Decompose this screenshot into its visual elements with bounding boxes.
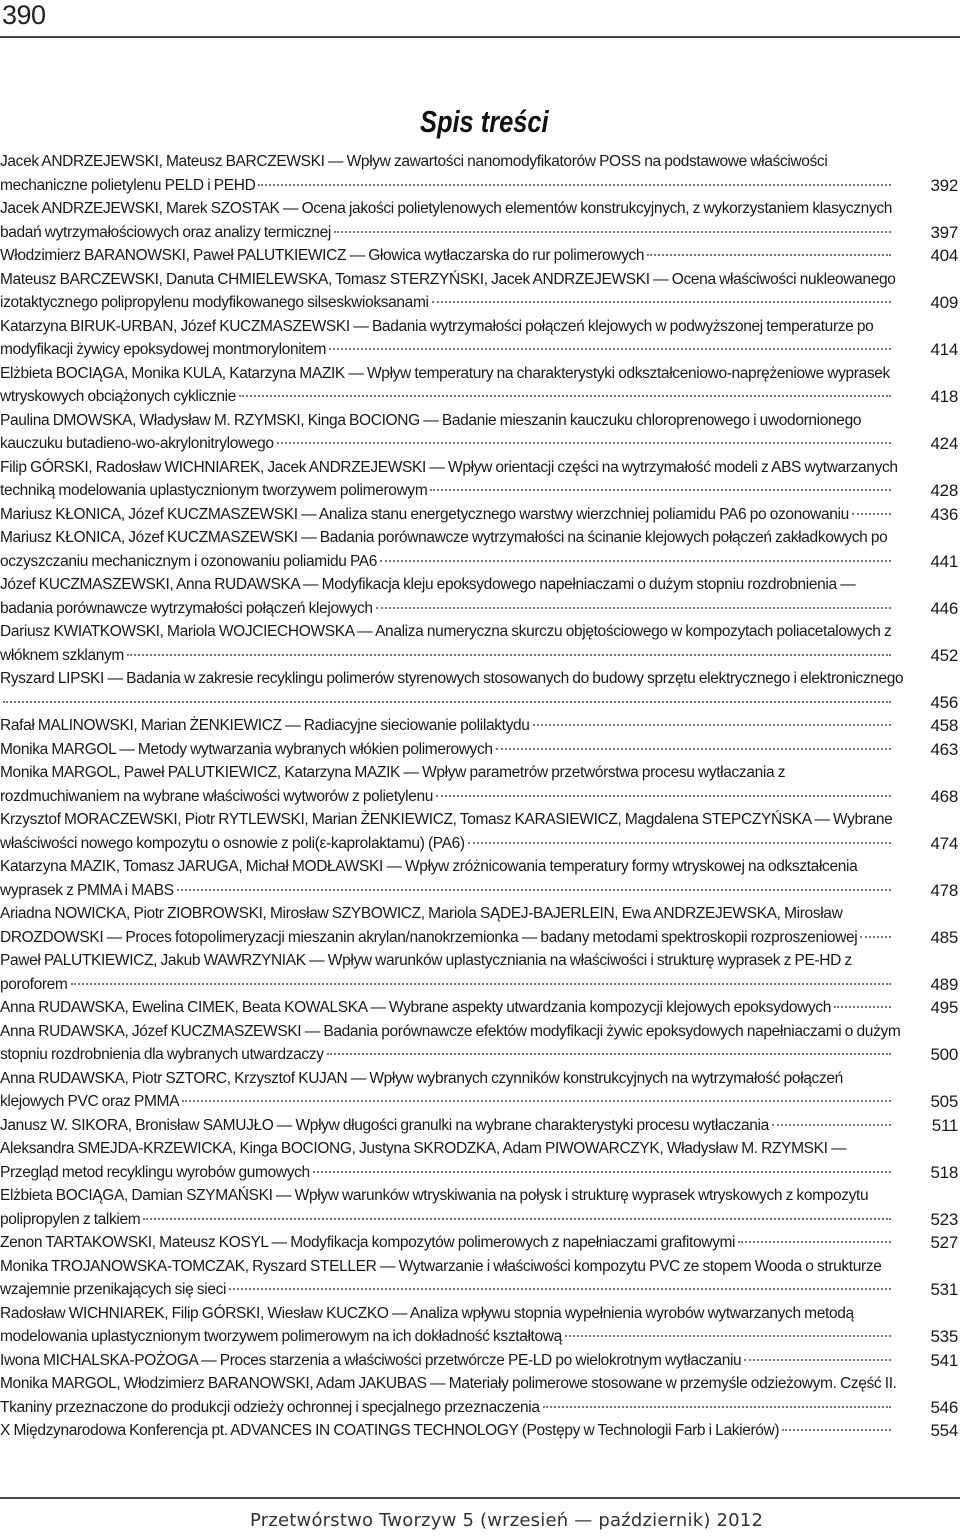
toc-entry-text — [0, 1067, 905, 1114]
toc-entry-page: 446 — [930, 598, 958, 618]
toc-entry[interactable] — [0, 409, 960, 456]
toc-entry-text — [0, 949, 905, 996]
toc-entry-text — [0, 197, 905, 244]
bottom-rule — [0, 1497, 960, 1499]
toc-leader-dots — [127, 653, 891, 656]
toc-entry-text — [0, 667, 905, 714]
toc-entry-separator: — — [297, 529, 320, 546]
toc-entry-page: 392 — [930, 175, 958, 195]
toc-entry-authors: Włodzimierz BARANOWSKI, Paweł PALUTKIEWICZ — [0, 247, 347, 264]
toc-entry-page: 511 — [931, 1115, 958, 1135]
toc-entry-page: 535 — [930, 1327, 958, 1346]
toc-entry-page: 489 — [930, 974, 958, 994]
toc-entry-page: 463 — [930, 739, 958, 759]
toc-entry-page: 458 — [930, 716, 958, 735]
toc-entry-authors: Radosław WICHNIAREK, Filip GÓRSKI, Wiesław KUCZKO — [0, 1304, 389, 1322]
toc-entry-title: Proces starzenia a właściwości przetwórcze PE-LD po wielokrotnym wytłaczaniu — [219, 1351, 742, 1369]
toc-entry-title: Wpływ warunków wtryskiwania na połysk i strukturę wyprasek wtryskowych z kompozytu polipropylen z talkiem — [0, 1187, 869, 1228]
toc-entry-text — [0, 268, 905, 315]
toc-entry[interactable] — [0, 1302, 960, 1349]
toc-entry-authors: Elżbieta BOCIĄGA, Monika KULA, Katarzyna MAZIK — [0, 364, 345, 382]
toc-entry-text — [0, 573, 905, 620]
toc-entry-text — [0, 1114, 905, 1138]
toc-entry-page: 518 — [930, 1162, 958, 1182]
toc-leader-dots — [782, 1428, 891, 1431]
toc-entry-page: 554 — [930, 1421, 958, 1440]
toc-entry-separator: — — [115, 740, 138, 758]
toc-entry-authors: Ariadna NOWICKA, Piotr ZIOBROWSKI, Mirosław SZYBOWICZ, Mariola SĄDEJ-BAJERLEIN, Ewa ANDRZEJEWSKA, Mirosław DROZDOWSKI — [0, 905, 843, 946]
toc-entry-authors: Dariusz KWIATKOWSKI, Mariola WOJCIECHOWSKA — [0, 623, 354, 640]
toc-entry-authors: Zenon TARTAKOWSKI, Mateusz KOSYL — [0, 1234, 269, 1251]
toc-entry[interactable] — [0, 1020, 960, 1067]
toc-entry-page: 495 — [930, 998, 958, 1017]
toc-entry-title: Głowica wytłaczarska do rur polimerowych — [368, 247, 645, 264]
toc-leader-dots — [647, 253, 891, 256]
toc-entry-page: 474 — [930, 833, 958, 853]
toc-entry-authors: Jacek ANDRZEJEWSKI, Marek SZOSTAK — [0, 200, 280, 217]
toc-entry-separator: — — [324, 153, 347, 170]
toc-entry-authors: Aleksandra SMEJDA-KRZEWICKA, Kinga BOCIONG, Justyna SKRODZKA, Adam PIWOWARCZYK, Władysław M. RZYMSKI — [0, 1140, 828, 1157]
toc-entry-title: Badania wytrzymałości połączeń klejowych w podwyższonej temperaturze po modyfikacji żywicy epoksydowej montmorylonitem — [0, 317, 874, 358]
toc-entry-text — [0, 362, 905, 409]
toc-entry-title: Badania porównawcze efektów modyfikacji żywic epoksydowych napełniaczami o dużym stopniu rozdrobnienia dla wybranych utwardzaczy — [0, 1022, 901, 1063]
page-number: 390 — [2, 0, 46, 30]
toc-leader-dots — [860, 935, 891, 938]
toc-entry-title: Wpływ parametrów przetwórstwa procesu wytłaczania z rozdmuchiwaniem na wybrane właściwości wytworów z polietylenu — [0, 764, 786, 805]
toc-entry-page: 523 — [930, 1209, 958, 1229]
toc-entry-separator: — — [281, 717, 304, 734]
toc-leader-dots — [239, 394, 891, 397]
toc-entry[interactable] — [0, 620, 960, 667]
toc-entry-text — [0, 738, 905, 762]
toc-entry-separator: — — [268, 1234, 291, 1251]
toc-leader-dots — [177, 888, 891, 891]
toc-entry-text — [0, 1419, 905, 1443]
toc-leader-dots — [376, 606, 891, 609]
toc-entry[interactable] — [0, 573, 960, 620]
toc-entry-separator: — — [400, 764, 423, 781]
toc-entry-title: Modyfikacja kompozytów polimerowych z napełniaczami grafitowymi — [290, 1234, 736, 1251]
toc-entry-text — [0, 1349, 905, 1373]
toc-entry-separator: — — [103, 928, 126, 946]
toc-entry-separator: — — [273, 1116, 296, 1134]
toc-entry-page: 428 — [930, 481, 958, 500]
toc-entry-text — [0, 902, 905, 949]
toc-leader-dots — [744, 1358, 891, 1361]
toc-entry-text — [0, 855, 905, 902]
toc-entry-page: 505 — [930, 1092, 958, 1111]
toc-entry[interactable] — [0, 1067, 960, 1114]
toc-entry[interactable] — [0, 808, 960, 855]
toc-entry-page: 546 — [930, 1397, 958, 1417]
toc-entry-title: Wpływ temperatury na charakterystyki odkształceniowo-naprężeniowe wyprasek wtryskowych obciążonych cyklicznie — [0, 364, 890, 405]
toc-entry-page: 527 — [930, 1233, 958, 1252]
toc-entry-separator: — — [388, 1304, 410, 1322]
toc-entry-authors: Mateusz BARCZEWSKI, Danuta CHMIELEWSKA, Tomasz STERZYŃSKI, Jacek ANDRZEJEWSKI — [0, 270, 650, 288]
toc-leader-dots — [3, 700, 891, 703]
toc-entry[interactable] — [0, 996, 960, 1020]
toc-entry[interactable] — [0, 503, 960, 527]
toc-entry-page: 468 — [930, 786, 958, 806]
toc-entry-authors: Monika MARGOL — [0, 740, 116, 758]
toc-entry-page: 404 — [930, 246, 958, 265]
toc-entry-text — [0, 1372, 905, 1419]
toc-entry-text — [0, 620, 905, 667]
toc-entry-separator: — — [382, 858, 406, 875]
toc-entry-title: X Międzynarodowa Konferencja pt. ADVANCES IN COATINGS TECHNOLOGY (Postępy w Technologii Farb i Lakierów) — [0, 1422, 780, 1439]
toc-entry-authors: Janusz W. SIKORA, Bronisław SAMUJŁO — [0, 1116, 274, 1134]
toc-entry-authors: Monika MARGOL, Paweł PALUTKIEWICZ, Katarzyna MAZIK — [0, 764, 401, 781]
toc-entry-authors: Jacek ANDRZEJEWSKI, Mateusz BARCZEWSKI — [0, 153, 325, 170]
toc-entry[interactable] — [0, 197, 960, 244]
toc-entry-title: Wybrane właściwości nowego kompozytu o osnowie z poli(ε-kaprolaktamu) (PA6) — [0, 811, 893, 852]
toc-entry-title: Materiały polimerowe stosowane w przemyśle odzieżowym. Część II. Tkaniny przeznaczone do produkcji odzieży ochronnej i specjalnego przeznaczenia — [0, 1375, 897, 1416]
toc-entry[interactable] — [0, 150, 960, 197]
toc-leader-dots — [496, 747, 891, 750]
toc-entry-title: Wpływ zróżnicowania temperatury formy wtryskowej na odkształcenia wyprasek z PMMA i MABS — [0, 858, 858, 899]
toc-entry-text — [0, 1255, 905, 1302]
toc-entry-page: 441 — [930, 551, 958, 571]
toc-entry-authors: Ryszard LIPSKI — [0, 670, 105, 687]
toc-entry-title: Przegląd metod recyklingu wyrobów gumowych — [0, 1163, 310, 1181]
toc-entry-page: 456 — [930, 692, 958, 712]
toc-entry-title: Wpływ warunków uplastyczniania na właściwości i strukturę wyprasek z PE-HD z poroforem — [0, 952, 852, 993]
toc-leader-dots — [852, 512, 891, 515]
toc-entry-authors: Elżbieta BOCIĄGA, Damian SZYMAŃSKI — [0, 1187, 273, 1204]
toc-leader-dots — [533, 723, 891, 726]
toc-entry-page: 531 — [930, 1280, 958, 1299]
toc-entry-separator: — — [279, 200, 302, 217]
toc-entry-separator: — — [349, 317, 372, 335]
toc-entry-title: Proces fotopolimeryzacji mieszanin akrylan/nanokrzemionka — badany metodami spektroskopii rozproszeniowej — [125, 928, 858, 946]
toc-entry-authors: Krzysztof MORACZEWSKI, Piotr RYTLEWSKI, Marian ŻENKIEWICZ, Tomasz KARASIEWICZ, Magdalena STEPCZYŃSKA — [0, 811, 811, 828]
toc-entry[interactable] — [0, 1419, 960, 1443]
toc-entry-title: Badania porównawcze wytrzymałości na ścinanie klejowych połączeń zakładkowych po oczyszczaniu mechanicznym i ozonowaniu poliamidu PA6 — [0, 529, 888, 570]
toc-leader-dots — [468, 841, 891, 844]
toc-entry-page: 418 — [930, 387, 958, 406]
toc-entry[interactable] — [0, 714, 960, 738]
toc-entry[interactable] — [0, 738, 960, 762]
toc-entry-page: 409 — [930, 293, 958, 312]
toc-entry[interactable] — [0, 1231, 960, 1255]
toc-entry[interactable] — [0, 902, 960, 949]
toc-entry-title: Wytwarzanie i właściwości kompozytu PVC ze stopem Wooda o strukturze wzajemnie przenikających się sieci — [0, 1257, 882, 1298]
toc-entry-authors: Mariusz KŁONICA, Józef KUCZMASZEWSKI — [0, 529, 298, 546]
toc-entry[interactable] — [0, 526, 960, 573]
toc-entry-text — [0, 526, 905, 573]
page-title: Spis treści — [420, 104, 549, 139]
toc-entry-text — [0, 1137, 905, 1184]
toc-entry-separator: — — [301, 1022, 324, 1040]
toc-entry-page: 452 — [930, 645, 958, 665]
toc-entry-page: 414 — [930, 340, 958, 359]
toc-entry-separator: — — [810, 811, 833, 828]
toc-entry[interactable] — [0, 1349, 960, 1373]
toc-leader-dots — [182, 1099, 891, 1102]
toc-entry[interactable] — [0, 855, 960, 902]
toc-entry-text — [0, 503, 905, 527]
toc-entry-title: Radiacyjne sieciowanie polilaktydu — [303, 717, 530, 734]
toc-entry[interactable] — [0, 315, 960, 362]
toc-entry-text — [0, 150, 905, 197]
toc-entry-authors: Anna RUDAWSKA, Ewelina CIMEK, Beata KOWALSKA — [0, 999, 367, 1016]
toc-leader-dots — [313, 1170, 891, 1173]
toc-leader-dots — [834, 1005, 891, 1008]
toc-entry[interactable] — [0, 1137, 960, 1184]
toc-leader-dots — [430, 488, 891, 491]
toc-leader-dots — [738, 1240, 891, 1243]
toc-entry-authors: Anna RUDAWSKA, Józef KUCZMASZEWSKI — [0, 1022, 302, 1040]
toc-entry-separator: — — [419, 411, 442, 429]
toc-entry-title: Wpływ zawartości nanomodyfikatorów POSS na podstawowe właściwości mechaniczne polietylenu PELD i PEHD — [0, 153, 828, 194]
toc-entry-authors: Mariusz KŁONICA, Józef KUCZMASZEWSKI — [0, 505, 298, 523]
toc-entry-text — [0, 456, 905, 503]
toc-entry-separator: — — [272, 1187, 295, 1204]
toc-leader-dots — [436, 794, 891, 797]
toc-entry[interactable] — [0, 362, 960, 409]
toc-leader-dots — [258, 183, 891, 186]
toc-leader-dots — [229, 1287, 891, 1290]
toc-entry-separator: — — [353, 623, 376, 640]
toc-entry-page: 485 — [930, 927, 958, 947]
toc-entry-page: 541 — [930, 1350, 958, 1370]
toc-entry-separator: — — [347, 1069, 370, 1087]
toc-entry[interactable] — [0, 667, 960, 714]
toc-entry-authors: Iwona MICHALSKA-POŻOGA — [0, 1351, 198, 1369]
toc-entry-text — [0, 714, 905, 738]
toc-entry-separator: — — [297, 505, 319, 523]
toc-entry-separator: — — [376, 1257, 399, 1275]
toc-entry-title: Ocena właściwości nukleowanego izotaktycznego polipropylenu modyfikowanego silseskwioksanami — [0, 270, 896, 311]
toc-entry-title: Wpływ długości granulki na wybrane charakterystyki procesu wytłaczania — [295, 1116, 769, 1134]
toc-entry-page: 424 — [930, 434, 958, 453]
toc-leader-dots — [329, 347, 891, 350]
toc-entry-authors: Józef KUCZMASZEWSKI, Anna RUDAWSKA — [0, 576, 300, 593]
top-rule — [0, 36, 960, 38]
toc-entry-authors: Katarzyna BIRUK-URBAN, Józef KUCZMASZEWSKI — [0, 317, 350, 335]
toc-entry-separator: — — [366, 999, 389, 1016]
toc-entry[interactable] — [0, 761, 960, 808]
toc-leader-dots — [71, 982, 892, 985]
toc-leader-dots — [334, 230, 891, 233]
toc-entry-title: Modyfikacja kleju epoksydowego napełniaczami o dużym stopniu rozdrobnienia — badania porównawcze wytrzymałości połączeń klejowych — [0, 576, 856, 617]
toc-leader-dots — [277, 441, 891, 444]
toc-entry[interactable] — [0, 1255, 960, 1302]
toc-leader-dots — [327, 1052, 891, 1055]
toc-entry[interactable] — [0, 268, 960, 315]
toc-entry-text — [0, 1184, 905, 1231]
toc-entry-text — [0, 761, 905, 808]
toc-entry-authors: Filip GÓRSKI, Radosław WICHNIAREK, Jacek ANDRZEJEWSKI — [0, 458, 426, 476]
toc-leader-dots — [772, 1123, 891, 1126]
toc-entry-title: Badanie mieszanin kauczuku chloroprenowego i uwodornionego kauczuku butadieno-wo-akrylonitrylowego — [0, 411, 862, 452]
toc-entry-title: Ocena jakości polietylenowych elementów konstrukcyjnych, z wykorzystaniem klasycznych badań wytrzymałościowych oraz analizy termicznej — [0, 200, 893, 241]
toc-entry-text — [0, 808, 905, 855]
footer: Przetwórstwo Tworzyw 5 (wrzesień — październik) 2012 — [250, 1510, 764, 1531]
toc-entry-separator: — — [299, 576, 322, 593]
toc-entry-title: Analiza numeryczna skurczu objętościowego w kompozytach poliacetalowych z włóknem szklanym — [0, 623, 892, 664]
toc-entry[interactable] — [0, 949, 960, 996]
toc-entry[interactable] — [0, 244, 960, 268]
toc-entry-text — [0, 1231, 905, 1255]
toc-entry[interactable] — [0, 456, 960, 503]
toc-entry-text — [0, 315, 905, 362]
toc-entry-separator: — — [104, 670, 127, 687]
toc-leader-dots — [143, 1217, 891, 1220]
toc-entry-authors: Anna RUDAWSKA, Piotr SZTORC, Krzysztof KUJAN — [0, 1069, 348, 1087]
toc-entry-separator: — — [344, 364, 368, 382]
toc-entry-page: 397 — [930, 222, 958, 242]
toc-entry[interactable] — [0, 1372, 960, 1419]
toc-leader-dots — [565, 1334, 891, 1337]
toc-entry-authors: Monika MARGOL, Włodzimierz BARANOWSKI, Adam JAKUBAS — [0, 1375, 427, 1392]
toc-entry-text — [0, 244, 905, 268]
toc-entry-authors: Paweł PALUTKIEWICZ, Jakub WAWRZYNIAK — [0, 952, 306, 969]
toc-leader-dots — [432, 300, 891, 303]
toc-entry-separator: — — [346, 247, 369, 264]
toc-entry-separator: — — [827, 1140, 847, 1157]
toc-entry-title: Wybrane aspekty utwardzania kompozycji klejowych epoksydowych — [388, 999, 832, 1016]
toc-entry-title: Metody wytwarzania wybranych włókien polimerowych — [137, 740, 493, 758]
toc-entry-separator: — — [426, 1375, 449, 1392]
toc-entry[interactable] — [0, 1184, 960, 1231]
toc-entry-text — [0, 1302, 905, 1349]
toc-entry-authors: Paulina DMOWSKA, Władysław M. RZYMSKI, Kinga BOCIONG — [0, 411, 420, 429]
toc-entry[interactable] — [0, 1114, 960, 1138]
toc-entry-separator: — — [425, 458, 449, 476]
toc-entry-page: 500 — [930, 1045, 958, 1064]
toc-entry-title: Badania w zakresie recyklingu polimerów styrenowych stosowanych do budowy sprzętu elektrycznego i elektronicznego — [126, 670, 904, 687]
toc-entry-title: Wpływ orientacji części na wytrzymałość modeli z ABS wytwarzanych techniką modelowania uplastycznionym tworzywem polimerowym — [0, 458, 898, 499]
toc-entry-text — [0, 1020, 905, 1067]
toc-entry-separator: — — [305, 952, 328, 969]
toc-entry-title: Wpływ wybranych czynników konstrukcyjnych na wytrzymałość połączeń klejowych PVC oraz PMMA — [0, 1069, 843, 1110]
toc-entry-authors: Monika TROJANOWSKA-TOMCZAK, Ryszard STELLER — [0, 1257, 377, 1275]
table-of-contents — [0, 150, 960, 1443]
toc-entry-page: 478 — [930, 880, 958, 900]
toc-entry-text — [0, 996, 905, 1020]
toc-entry-title: Analiza stanu energetycznego warstwy wierzchniej poliamidu PA6 po ozonowaniu — [318, 505, 849, 523]
toc-entry-title: Analiza wpływu stopnia wypełnienia wyrobów wytwarzanych metodą modelowania uplastycznionym tworzywem polimerowym na ich dokładność kształtową — [0, 1304, 854, 1345]
toc-leader-dots — [543, 1405, 891, 1408]
toc-entry-authors: Rafał MALINOWSKI, Marian ŻENKIEWICZ — [0, 717, 282, 734]
toc-entry-authors: Katarzyna MAZIK, Tomasz JARUGA, Michał MODŁAWSKI — [0, 858, 383, 875]
toc-entry-separator: — — [197, 1351, 220, 1369]
toc-entry-text — [0, 409, 905, 456]
toc-entry-separator: — — [649, 270, 672, 288]
toc-leader-dots — [380, 559, 891, 562]
toc-entry-page: 436 — [930, 504, 958, 524]
